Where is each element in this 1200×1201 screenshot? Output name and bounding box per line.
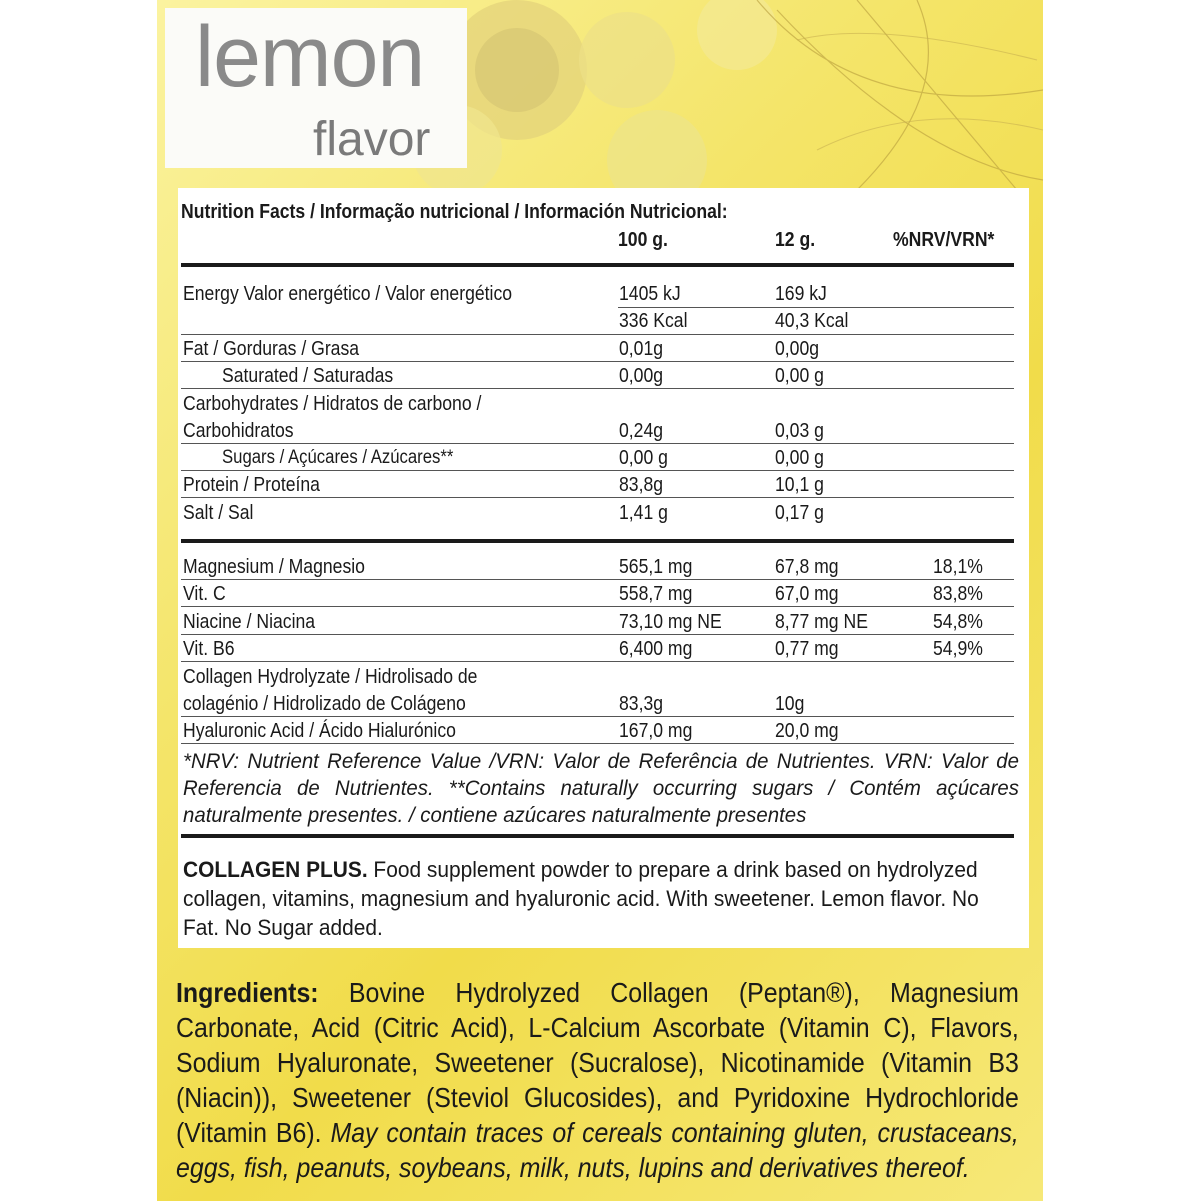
divider-thin bbox=[181, 388, 1014, 389]
row-label: Carbohidratos bbox=[183, 420, 294, 442]
divider-thick bbox=[181, 834, 1014, 838]
row-value-100g: 167,0 mg bbox=[619, 720, 693, 742]
row-value-100g: 336 Kcal bbox=[619, 310, 688, 332]
row-value-serving: 0,00 g bbox=[775, 447, 824, 469]
flavor-title: lemon bbox=[195, 9, 425, 105]
row-value-nrv: 18,1% bbox=[933, 556, 983, 578]
divider-thin bbox=[618, 307, 1014, 308]
divider-thin bbox=[181, 361, 1014, 362]
row-value-serving: 0,17 g bbox=[775, 502, 824, 524]
row-label: colagénio / Hidrolizado de Colágeno bbox=[183, 693, 466, 715]
row-value-serving: 0,77 mg bbox=[775, 638, 839, 660]
row-label: Magnesium / Magnesio bbox=[183, 556, 365, 578]
description-text: Food supplement powder to prepare a drink based on hydrolyzed collagen, vitamins, magnesium and hyaluronic acid. With sweetener. Lemon flavor. No Fat. No Sugar added. bbox=[183, 857, 979, 940]
divider-thick bbox=[181, 263, 1014, 267]
nrv-footnote: *NRV: Nutrient Reference Value /VRN: Valor de Referência de Nutrientes. VRN: Valor de Referencia de Nutrientes. **Contains naturally occurring sugars / Contém açúcares naturalmente presentes. / contiene azúcares naturalmente presentes bbox=[183, 749, 1019, 827]
row-value-nrv: 54,8% bbox=[933, 611, 983, 633]
brand-name: COLLAGEN PLUS. bbox=[183, 857, 368, 882]
flavor-badge bbox=[165, 8, 467, 168]
row-value-serving: 0,03 g bbox=[775, 420, 824, 442]
row-value-100g: 565,1 mg bbox=[619, 556, 693, 578]
ingredients-block bbox=[176, 975, 1019, 1185]
divider-thin bbox=[181, 470, 1014, 471]
header-nrv: %NRV/VRN* bbox=[893, 229, 995, 251]
ingredients-text: Bovine Hydrolyzed Collagen (Peptan®), Magnesium Carbonate, Acid (Citric Acid), L-Calcium Ascorbate (Vitamin C), Flavors, Sodium Hyaluronate, Sweetener (Sucralose), Nicotinamide (Vitamin B3 (Niacin)), Sweetener (Steviol Glucosides), and Pyridoxine Hydrochloride (Vitamin B6). bbox=[176, 977, 1019, 1148]
divider-thin bbox=[181, 634, 1014, 635]
row-label: Salt / Sal bbox=[183, 502, 254, 524]
divider-thin bbox=[181, 606, 1014, 607]
row-value-serving: 10g bbox=[775, 693, 805, 715]
divider-thin bbox=[181, 497, 1014, 498]
row-label: Hyaluronic Acid / Ácido Hialurónico bbox=[183, 720, 456, 742]
row-value-100g: 0,24g bbox=[619, 420, 664, 442]
row-label: Saturated / Saturadas bbox=[222, 365, 394, 387]
nutrition-facts-panel bbox=[178, 188, 1029, 948]
row-value-100g: 73,10 mg NE bbox=[619, 611, 722, 633]
row-value-100g: 0,00g bbox=[619, 365, 664, 387]
row-value-100g: 0,01g bbox=[619, 338, 664, 360]
divider-thin bbox=[181, 661, 1014, 662]
row-value-100g: 1,41 g bbox=[619, 502, 668, 524]
row-label: Niacine / Niacina bbox=[183, 611, 316, 633]
row-value-serving: 0,00g bbox=[775, 338, 820, 360]
row-value-serving: 20,0 mg bbox=[775, 720, 839, 742]
row-value-serving: 8,77 mg NE bbox=[775, 611, 868, 633]
divider-thin bbox=[181, 743, 1014, 744]
allergen-warning: May contain traces of cereals containing gluten, crustaceans, eggs, fish, peanuts, soybeans, milk, nuts, lupins and derivatives thereof. bbox=[176, 1117, 1019, 1183]
divider-thin bbox=[181, 579, 1014, 580]
row-value-100g: 83,3g bbox=[619, 693, 664, 715]
row-value-nrv: 54,9% bbox=[933, 638, 983, 660]
row-value-serving: 169 kJ bbox=[775, 283, 827, 305]
row-label: Vit. C bbox=[183, 583, 226, 605]
row-value-serving: 0,00 g bbox=[775, 365, 824, 387]
row-value-serving: 67,8 mg bbox=[775, 556, 839, 578]
divider-thin bbox=[181, 443, 1014, 444]
row-label: Sugars / Açúcares / Azúcares** bbox=[222, 447, 454, 468]
row-label: Vit. B6 bbox=[183, 638, 235, 660]
divider-thick bbox=[181, 539, 1014, 543]
row-value-100g: 1405 kJ bbox=[619, 283, 681, 305]
nutrition-title: Nutrition Facts / Informação nutricional / Información Nutricional: bbox=[181, 201, 728, 223]
row-value-100g: 0,00 g bbox=[619, 447, 668, 469]
header-per-serving: 12 g. bbox=[775, 229, 816, 251]
row-value-100g: 558,7 mg bbox=[619, 583, 693, 605]
row-label: Energy Valor energético / Valor energético bbox=[183, 283, 513, 305]
header-per-100g: 100 g. bbox=[618, 229, 668, 251]
row-label: Fat / Gorduras / Grasa bbox=[183, 338, 360, 360]
row-label: Protein / Proteína bbox=[183, 474, 320, 496]
flavor-subtitle: flavor bbox=[313, 113, 431, 166]
row-label: Collagen Hydrolyzate / Hidrolisado de bbox=[183, 666, 478, 688]
row-value-100g: 83,8g bbox=[619, 474, 664, 496]
row-value-nrv: 83,8% bbox=[933, 583, 983, 605]
row-value-serving: 10,1 g bbox=[775, 474, 824, 496]
ingredients-label: Ingredients: bbox=[176, 977, 319, 1008]
divider-thin bbox=[181, 716, 1014, 717]
row-value-serving: 67,0 mg bbox=[775, 583, 839, 605]
product-description bbox=[183, 855, 1000, 942]
divider-thin bbox=[181, 334, 1014, 335]
product-label bbox=[157, 0, 1043, 1201]
row-label: Carbohydrates / Hidratos de carbono / bbox=[183, 393, 482, 415]
row-value-serving: 40,3 Kcal bbox=[775, 310, 849, 332]
row-value-100g: 6,400 mg bbox=[619, 638, 693, 660]
